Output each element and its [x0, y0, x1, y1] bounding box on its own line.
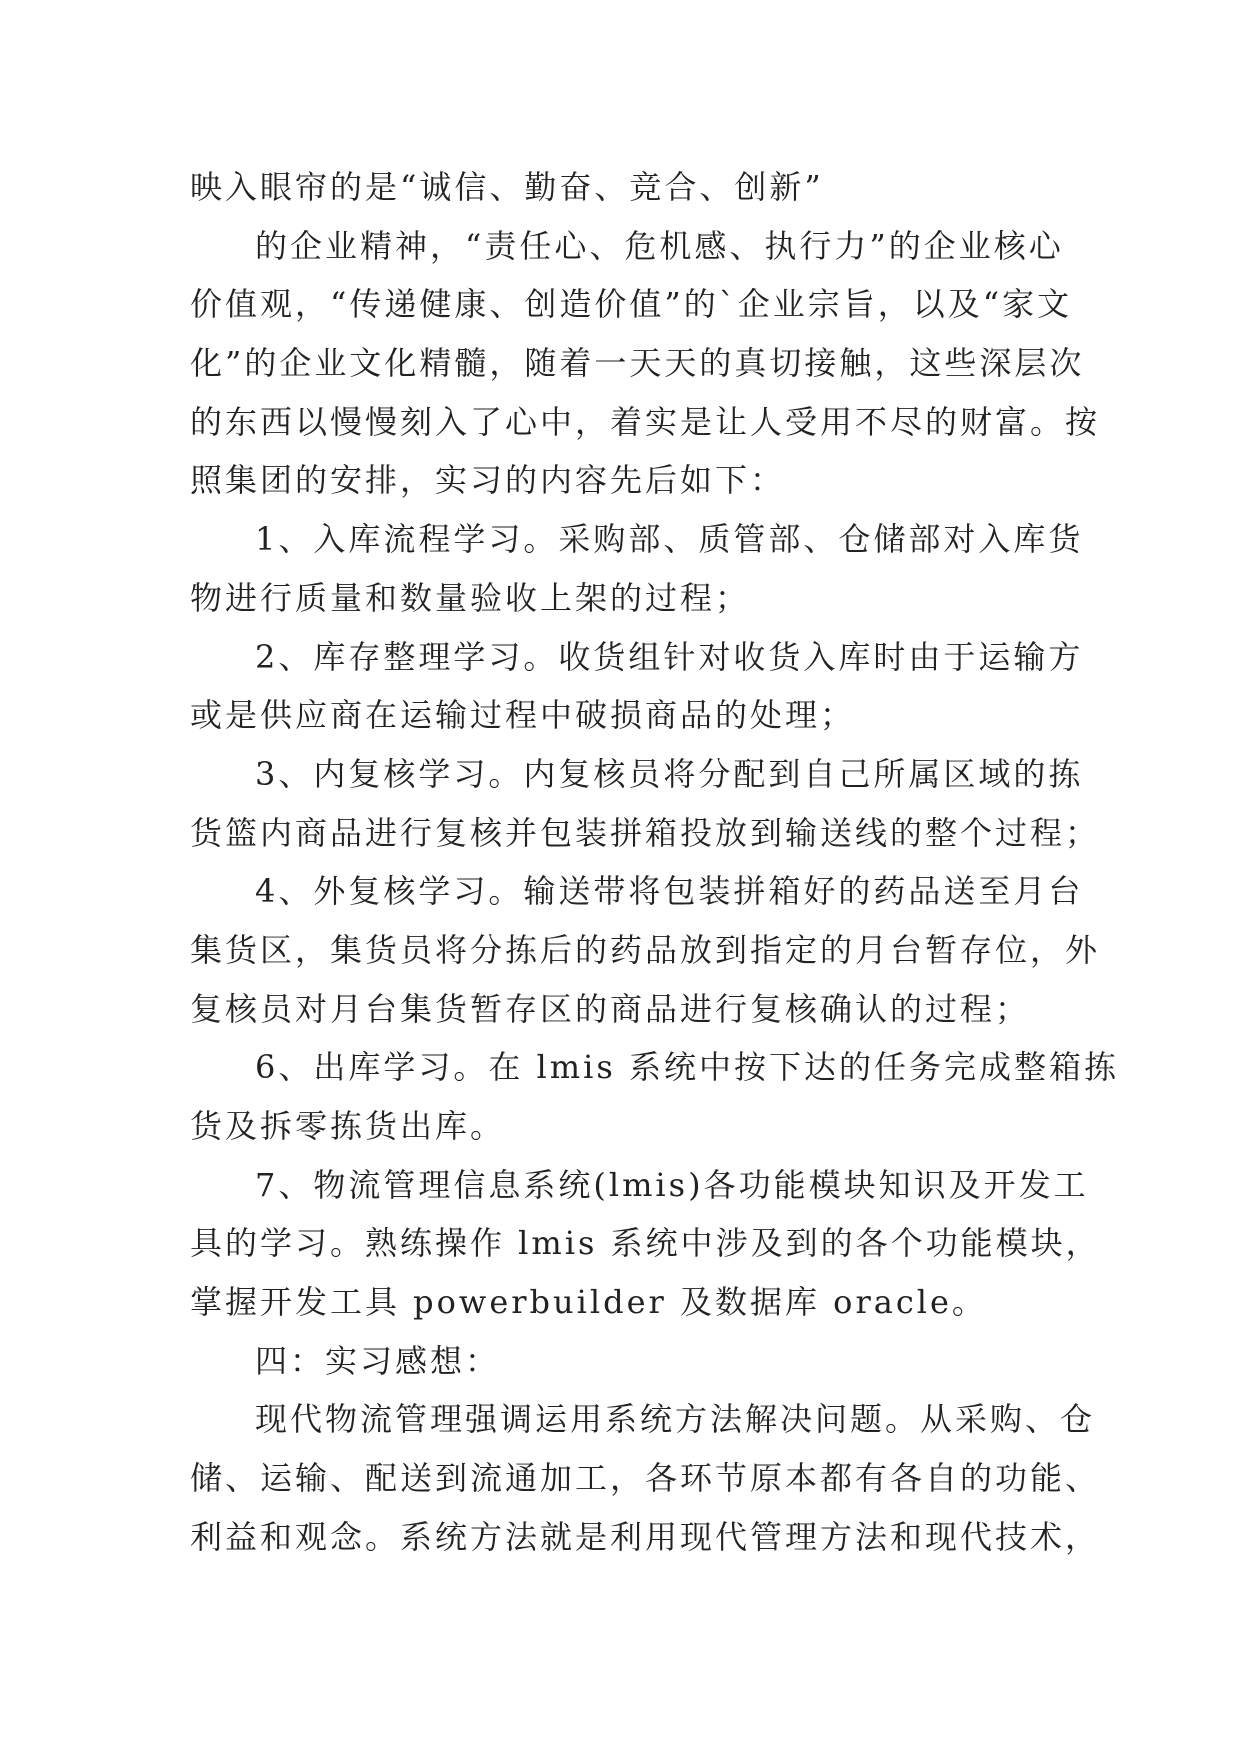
text-line: 的东西以慢慢刻入了心中，着实是让人受用不尽的财富。按: [190, 402, 1101, 441]
section-heading: 四：实习感想：: [255, 1341, 501, 1380]
text-line: 3、内复核学习。内复核员将分配到自己所属区域的拣: [255, 754, 1084, 793]
text-line: 利益和观念。系统方法就是利用现代管理方法和现代技术，: [190, 1517, 1101, 1556]
text-line: 化”的企业文化精髓，随着一天天的真切接触，这些深层次: [190, 344, 1085, 383]
text-line: 集货区，集货员将分拣后的药品放到指定的月台暂存位，外: [190, 930, 1101, 969]
text-line: 储、运输、配送到流通加工，各环节原本都有各自的功能、: [190, 1459, 1101, 1498]
text-line: 复核员对月台集货暂存区的商品进行复核确认的过程；: [190, 989, 1031, 1028]
text-line: 照集团的安排，实习的内容先后如下：: [190, 461, 786, 500]
text-line: 货篮内商品进行复核并包装拼箱投放到输送线的整个过程；: [190, 813, 1101, 852]
body-text: [190, 158, 1119, 1567]
text-line: 物进行质量和数量验收上架的过程；: [190, 578, 751, 617]
text-line: 掌握开发工具 powerbuilder 及数据库 oracle。: [190, 1283, 987, 1322]
text-line: 现代物流管理强调运用系统方法解决问题。从采购、仓: [255, 1400, 1096, 1439]
text-line: 1、入库流程学习。采购部、质管部、仓储部对入库货: [255, 520, 1084, 559]
text-line: 2、库存整理学习。收货组针对收货入库时由于运输方: [255, 637, 1084, 676]
text-line: 4、外复核学习。输送带将包装拼箱好的药品送至月台: [255, 872, 1084, 911]
text-line: 具的学习。熟练操作 lmis 系统中涉及到的各个功能模块，: [190, 1224, 1101, 1263]
text-line: 价值观，“传递健康、创造价值”的`企业宗旨，以及“家文: [190, 285, 1073, 324]
text-line: 货及拆零拣货出库。: [190, 1107, 506, 1145]
text-line: 映入眼帘的是“诚信、勤奋、竞合、创新”: [190, 168, 824, 206]
text-line: 的企业精神，“责任心、危机感、执行力”的企业核心: [255, 226, 1064, 265]
text-line: 7、物流管理信息系统(lmis)各功能模块知识及开发工: [255, 1165, 1089, 1204]
text-line: 或是供应商在运输过程中破损商品的处理；: [190, 696, 856, 735]
text-line: 6、出库学习。在 lmis 系统中按下达的任务完成整箱拣: [255, 1048, 1119, 1087]
